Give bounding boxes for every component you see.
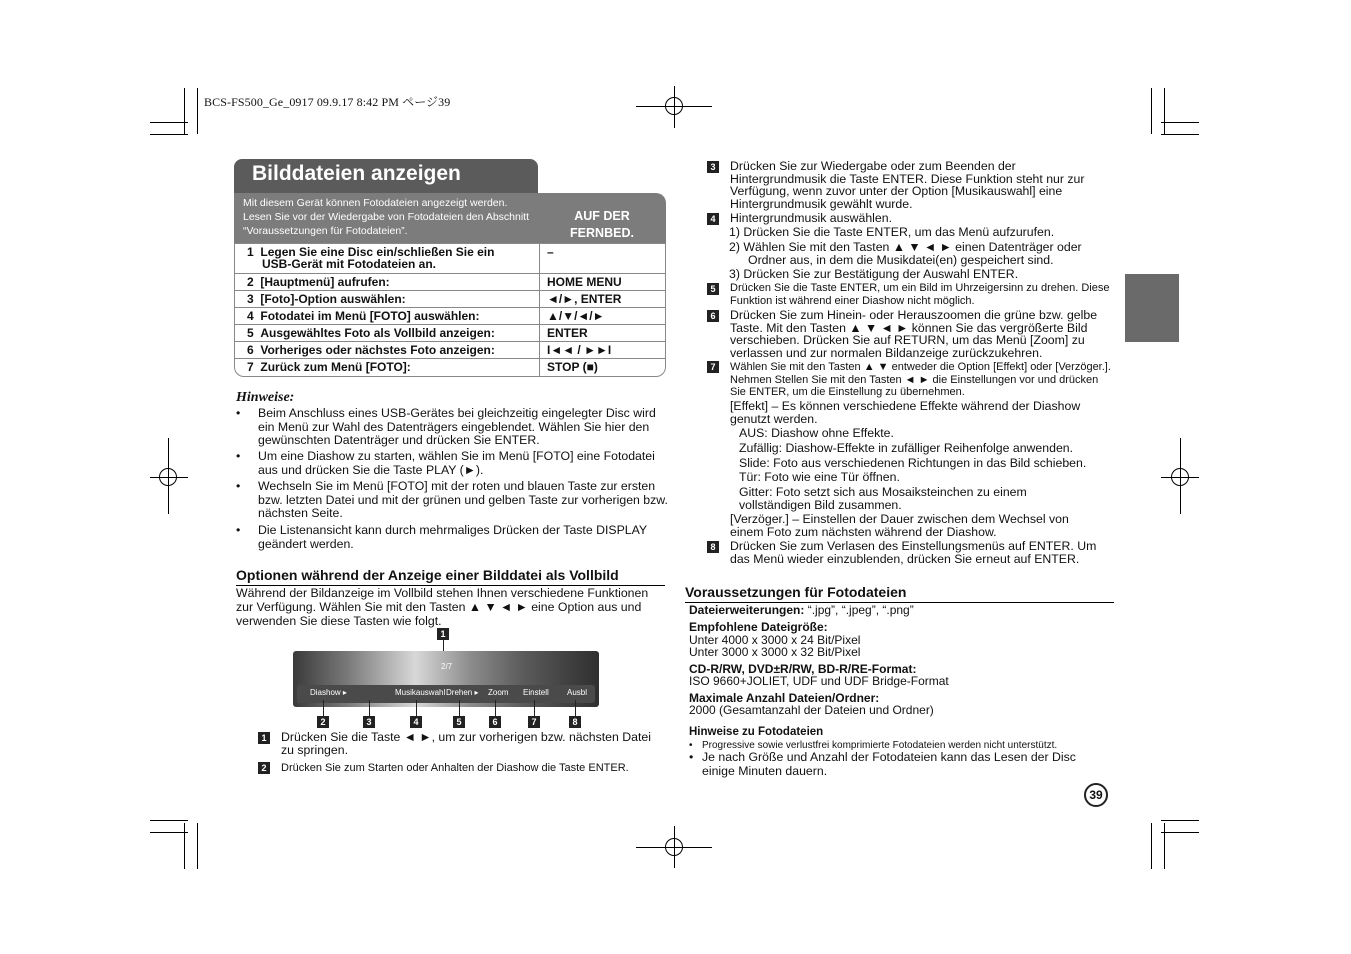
ext-line [689, 604, 914, 618]
callout-7: 7 [528, 716, 540, 728]
intro-text: Mit diesem Gerät können Fotodateien angezeigt werden. Lesen Sie vor der Wiedergabe von Fotodateien den Abschnitt “Voraussetzungen für Fotodateien”. [243, 197, 530, 237]
callout-1: 1 [437, 628, 449, 640]
option-step-7: Wählen Sie mit den Tasten ▲ ▼ entweder die Option [Effekt] oder [Verzöger.]. Nehmen Stellen Sie mit den Tasten ◄ ► die Einstellungen vor und drücken Sie ENTER, um die Einstellung zu übernehmen. [730, 361, 1111, 399]
osd-item-drehen: Drehen ▸ [446, 688, 479, 697]
substep-3: 3) Drücken Sie zur Bestätigung der Auswahl ENTER. [729, 267, 1019, 281]
callout-5: 5 [453, 716, 465, 728]
requirements-heading: Voraussetzungen für Fotodateien [685, 584, 907, 600]
step-number-7: 7 [707, 361, 719, 373]
osd-counter: 2/7 [441, 662, 453, 671]
substep-2: 2) Wählen Sie mit den Tasten ▲ ▼ ◄ ► einen Datenträger oder Ordner aus, in dem die Musikdatei(en) gespeichert sind. [729, 240, 1082, 267]
osd-screenshot [293, 651, 599, 707]
step-text: Fotodatei im Menü [FOTO] auswählen: [260, 309, 480, 323]
max-label: Maximale Anzahl Dateien/Ordner: [689, 691, 880, 705]
size-label: Empfohlene Dateigröße: [689, 620, 828, 634]
table-row: 4 Fotodatei im Menü [FOTO] auswählen: ▲/▼/◄/► [235, 307, 665, 324]
options-intro: Während der Bildanzeige im Vollbild stehen Ihnen verschiedene Funktionen zur Verfügung. Wählen Sie mit den Tasten ▲ ▼ ◄ ► eine Option aus und verwenden Sie diese Tasten wie folgt. [236, 586, 649, 628]
step-number-3: 3 [707, 161, 719, 173]
size-2: Unter 3000 x 3000 x 32 Bit/Pixel [689, 645, 861, 659]
step-number-8: 8 [707, 541, 719, 553]
option-step-5: Drücken Sie die Taste ENTER, um ein Bild im Uhrzeigersinn zu drehen. Diese Funktion ist während einer Diashow nicht möglich. [730, 282, 1110, 307]
effekt-gitter: Gitter: Foto setzt sich aus Mosaiksteinchen zu einem vollständigen Bild zusammen. [739, 485, 1027, 512]
table-row: 7 Zurück zum Menü [FOTO]: STOP (■) [235, 358, 665, 377]
callout-4: 4 [410, 716, 422, 728]
hinweise-title: Hinweise: [236, 390, 295, 405]
options-heading: Optionen während der Anzeige einer Bilddatei als Vollbild [236, 567, 619, 583]
effekt-slide: Slide: Foto aus verschiedenen Richtungen in das Bild schieben. [739, 456, 1087, 470]
step-text: Legen Sie eine Disc ein/schließen Sie ein USB-Gerät mit Fotodateien an. [260, 245, 495, 271]
step-number-6: 6 [707, 310, 719, 322]
osd-item-zoom: Zoom [488, 688, 509, 697]
page-number: 39 [1084, 783, 1108, 807]
step-number-4: 4 [707, 213, 719, 225]
callout-2: 2 [317, 716, 329, 728]
print-header: BCS-FS500_Ge_0917 09.9.17 8:42 PM ページ39 [204, 95, 451, 109]
callout-3: 3 [363, 716, 375, 728]
substep-1: 1) Drücken Sie die Taste ENTER, um das Menü aufzurufen. [729, 225, 1055, 239]
step-text: Zurück zum Menü [FOTO]: [260, 360, 411, 374]
step-key: ▲/▼/◄/► [547, 309, 605, 323]
option-step-3: Drücken Sie zur Wiedergabe oder zum Beenden der Hintergrundmusik die Taste ENTER. Diese Funktion steht nur zur Verfügung, wenn zuvor unter der Option [Musikauswahl] eine Hintergrundmusik gewählt wurde. [730, 159, 1085, 211]
table-row: 2 [Hauptmenü] aufrufen: HOME MENU [235, 273, 665, 290]
osd-item-einstell: Einstell [523, 688, 549, 697]
step-key: I◄◄ / ►►I [547, 343, 612, 357]
option-step-6: Drücken Sie zum Hinein- oder Herauszoomen die grüne bzw. gelbe Taste. Mit den Tasten ▲ ▼ ◄ ► können Sie das vergrößerte Bild verschieben. Drücken Sie auf RETURN, um das Menü [Zoom] zu verlassen und zur normalen Bildanzeige zurückzukehren. [730, 308, 1098, 360]
ext-value: “.jpg”, “.jpeg”, “.png” [804, 603, 914, 617]
callout-6: 6 [489, 716, 501, 728]
table-row: 3 [Foto]-Option auswählen: ◄/►, ENTER [235, 290, 665, 307]
step-key: ENTER [547, 326, 588, 340]
step-number-5: 5 [707, 283, 719, 295]
max-value: 2000 (Gesamtanzahl der Dateien und Ordner) [689, 703, 934, 717]
step-text: [Foto]-Option auswählen: [260, 292, 406, 306]
osd-item-ausbl: Ausbl [567, 688, 588, 697]
step-text: [Hauptmenü] aufrufen: [260, 275, 390, 289]
option-step-1: Drücken Sie die Taste ◄ ►, um zur vorherigen bzw. nächsten Datei zu springen. [281, 730, 651, 757]
option-step-2: Drücken Sie zum Starten oder Anhalten der Diashow die Taste ENTER. [281, 762, 629, 774]
step-key: HOME MENU [547, 275, 622, 289]
option-step-8: Drücken Sie zum Verlasen des Einstellungsmenüs auf ENTER. Um das Menü wieder einzublenden, drücken Sie erneut auf ENTER. [730, 539, 1097, 566]
steps-table [234, 243, 666, 377]
table-row: 5 Ausgewähltes Foto als Vollbild anzeigen: ENTER [235, 324, 665, 341]
step-key: ◄/►, ENTER [547, 292, 622, 306]
format-label: CD-R/RW, DVD±R/RW, BD-R/RE-Format: [689, 662, 917, 676]
osd-item-musikauswahl: Musikauswahl [395, 688, 446, 697]
ext-label: Dateierweiterungen: [689, 603, 805, 617]
table-row: 6 Vorheriges oder nächstes Foto anzeigen: I◄◄ / ►►I [235, 341, 665, 358]
remote-header [538, 208, 666, 242]
side-tab [1125, 274, 1179, 342]
step-text: Ausgewähltes Foto als Vollbild anzeigen: [260, 326, 495, 340]
remote-header-line1: AUF DER [574, 209, 630, 223]
osd-item-diashow: Diashow ▸ [310, 688, 347, 697]
size-1: Unter 4000 x 3000 x 24 Bit/Pixel [689, 633, 861, 647]
effekt-zufaellig: Zufällig: Diashow-Effekte in zufälliger Reihenfolge anwenden. [739, 441, 1074, 455]
effekt-aus: AUS: Diashow ohne Effekte. [739, 426, 894, 440]
step-number-1: 1 [258, 732, 270, 744]
notes-label: Hinweise zu Fotodateien [689, 726, 824, 738]
step-text: Vorheriges oder nächstes Foto anzeigen: [260, 343, 495, 357]
option-step-4: Hintergrundmusik auswählen. [730, 211, 892, 225]
table-row: 1 Legen Sie eine Disc ein/schließen Sie ein USB-Gerät mit Fotodateien an. – [235, 243, 665, 273]
step-number-2: 2 [258, 762, 270, 774]
step-key: STOP (■) [547, 360, 598, 374]
verzoeger-desc: [Verzöger.] – Einstellen der Dauer zwischen dem Wechsel von einem Foto zum nächsten während der Diashow. [730, 512, 1069, 539]
effekt-desc: [Effekt] – Es können verschiedene Effekte während der Diashow genutzt werden. [730, 399, 1081, 426]
callout-8: 8 [569, 716, 581, 728]
remote-header-line2: FERNBED. [570, 226, 634, 240]
format-value: ISO 9660+JOLIET, UDF und UDF Bridge-Format [689, 674, 949, 688]
effekt-tuer: Tür: Foto wie eine Tür öffnen. [739, 470, 900, 484]
page-title: Bilddateien anzeigen [252, 162, 461, 185]
step-key: – [547, 245, 554, 259]
